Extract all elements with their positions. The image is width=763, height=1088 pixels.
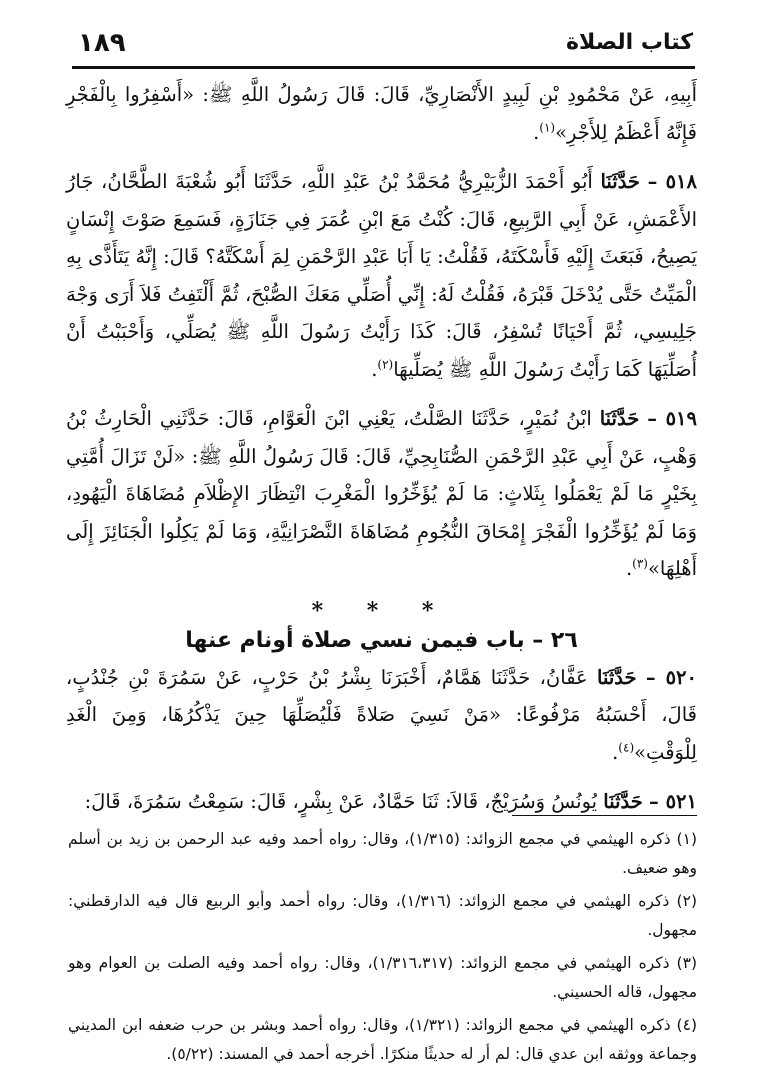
section-separator: * * *: [311, 597, 452, 624]
hadith-519: ٥١٩ – حَدَّثَنَا ابْنُ نُمَيْرٍ، حَدَّثَنَا الصَّلْتُ، يَعْنِي ابْنَ الْعَوَّامِ، قَالَ: حَدَّثَنِي الْحَارِثُ بْنُ وَهْبٍ، عَنْ أَبِي عَبْدِ الرَّحْمَنِ الصُّنَابِحِيِّ، قَالَ: قَالَ رَسُولُ اللَّهِ ﷺ: «لَنْ تَزَالَ أُمَّتِي بِخَيْرٍ مَا لَمْ يَعْمَلُوا بِثَلاثٍ: مَا لَمْ يُؤَخِّرُوا الْمَغْرِبَ انْتِظَارَ الإِظْلاَمِ مُضَاهَاةَ الْيَهُودِ، وَمَا لَمْ يُؤَخِّرُوا الْفَجْرَ إِمْحَاقَ النُّجُومِ مُضَاهَاةَ النَّصْرَانِيَّةِ، وَمَا لَمْ يَكِلُوا الْجَنَائِزَ إِلَى أَهْلِهَا»$^{(٣)}$.: [66, 407, 697, 580]
hadith-lead: حَدَّثَنَا: [597, 665, 637, 689]
footnotes: [68, 825, 697, 1073]
footnote-rule: [512, 815, 697, 816]
page-number: ١٨٩: [78, 28, 126, 58]
hadith-lead: حَدَّثَنَا: [603, 790, 643, 813]
hadith-number: ٥١٩ –: [647, 407, 697, 430]
hadith-text: عَفَّانُ، حَدَّثَنَا هَمَّامٌ، أَخْبَرَنَا بِشْرُ بْنُ حَرْبٍ، عَنْ سَمُرَةَ بْنِ جُنْدُبٍ، قَالَ، أَحْسَبُهُ مَرْفُوعًا: «مَنْ نَسِيَ صَلاةً فَلْيُصَلِّهَا حِينَ يَذْكُرُهَا، وَمِنَ الْغَدِ لِلْوَقْتِ»: [66, 665, 697, 764]
hadith-lead: حَدَّثَنَا: [600, 170, 640, 193]
hadith-text: أَبُو أَحْمَدَ الزُّبَيْرِيُّ مُحَمَّدُ بْنُ عَبْدِ اللَّهِ، حَدَّثَنَا أَبُو شُعْبَةَ الطَّحَّانُ، جَارُ الأَعْمَشِ، عَنْ أَبِي الرَّبِيعِ، قَالَ: كُنْتُ مَعَ ابْنِ عُمَرَ فِي جَنَازَةٍ، فَسَمِعَ صَوْتَ إِنْسَانٍ يَصِيحُ، فَبَعَثَ إِلَيْهِ فَأَسْكَتَهُ، فَقُلْتُ: يَا أَبَا عَبْدِ الرَّحْمَنِ لِمَ أَسْكَتَّهُ؟ قَالَ: إِنَّهُ يَتَأَذَّى بِهِ الْمَيِّتُ حَتَّى يُدْخَلَ قَبْرَهُ، فَقُلْتُ لَهُ: إِنِّي أُصَلِّي مَعَكَ الصُّبْحَ، ثُمَّ أَلْتَفِتُ فَلاَ أَرَى وَجْهَ جَلِيسِي، ثُمَّ أَحْيَانًا تُسْفِرُ، قَالَ: كَذَا رَأَيْتُ رَسُولَ اللَّهِ ﷺ يُصَلِّي، وَأَحْبَبْتُ أَنْ أُصَلِّيَهَا كَمَا رَأَيْتُ رَسُولَ اللَّهِ ﷺ يُصَلِّيهَا: [66, 170, 697, 381]
hadith-text: يُونُسُ وَسُرَيْجٌ، قَالاَ: ثَنَا حَمَّادٌ، عَنْ بِشْرٍ، قَالَ: سَمِعْتُ سَمُرَةَ، قَالَ:: [84, 790, 598, 813]
hadith-number: ٥٢٠ –: [645, 665, 697, 689]
hadith-text: أَبِيهِ، عَنْ مَحْمُودِ بْنِ لَبِيدٍ الأَنْصَارِيِّ، قَالَ: قَالَ رَسُولُ اللَّهِ ﷺ: «أَسْفِرُوا بِالْفَجْرِ فَإِنَّهُ أَعْظَمُ لِلأَجْرِ»: [66, 83, 697, 144]
header-rule: [72, 66, 695, 69]
footnote-ref[interactable]: (١): [539, 120, 556, 134]
footnote-item: (٢) ذكره الهيثمي في مجمع الزوائد: (١/٣١٦)، وقال: رواه أحمد وأبو الربيع قال فيه الدارقطني: مجهول.: [68, 892, 697, 939]
chapter-heading: ٢٦ – باب فيمن نسي صلاة أونام عنها: [185, 627, 578, 653]
hadith-text: ابْنُ نُمَيْرٍ، حَدَّثَنَا الصَّلْتُ، يَعْنِي ابْنَ الْعَوَّامِ، قَالَ: حَدَّثَنِي الْحَارِثُ بْنُ وَهْبٍ، عَنْ أَبِي عَبْدِ الرَّحْمَنِ الصُّنَابِحِيِّ، قَالَ: قَالَ رَسُولُ اللَّهِ ﷺ: «لَنْ تَزَالَ أُمَّتِي بِخَيْرٍ مَا لَمْ يَعْمَلُوا بِثَلاثٍ: مَا لَمْ يُؤَخِّرُوا الْمَغْرِبَ انْتِظَارَ الإِظْلاَمِ مُضَاهَاةَ الْيَهُودِ، وَمَا لَمْ يُؤَخِّرُوا الْفَجْرَ إِمْحَاقَ النُّجُومِ مُضَاهَاةَ النَّصْرَانِيَّةِ، وَمَا لَمْ يَكِلُوا الْجَنَائِزَ إِلَى أَهْلِهَا»: [66, 407, 697, 580]
hadith-lead: حَدَّثَنَا: [599, 407, 640, 430]
footnote-item: (٤) ذكره الهيثمي في مجمع الزوائد: (١/٣٢١)، وقال: رواه أحمد وبشر بن حرب ضعفه ابن المديني وجماعة ووثقه ابن عدي قال: لم أر له حديثًا منكرًا. أخرجه أحمد في المسند: (٥/٢٢).: [68, 1016, 697, 1063]
page-header: [78, 28, 693, 62]
footnote-ref[interactable]: (٤): [618, 740, 635, 754]
hadith-continuation: أَبِيهِ، عَنْ مَحْمُودِ بْنِ لَبِيدٍ الأَنْصَارِيِّ، قَالَ: قَالَ رَسُولُ اللَّهِ ﷺ: «أَسْفِرُوا بِالْفَجْرِ فَإِنَّهُ أَعْظَمُ لِلأَجْرِ»$^{(١)}$.: [66, 83, 697, 144]
book-title: كتاب الصلاة: [566, 30, 693, 55]
main-text: [66, 76, 697, 821]
footnote-ref[interactable]: (٢): [377, 357, 394, 371]
footnote-ref[interactable]: (٣): [632, 556, 648, 571]
hadith-518: ٥١٨ – حَدَّثَنَا أَبُو أَحْمَدَ الزُّبَيْرِيُّ مُحَمَّدُ بْنُ عَبْدِ اللَّهِ، حَدَّثَنَا أَبُو شُعْبَةَ الطَّحَّانُ، جَارُ الأَعْمَشِ، عَنْ أَبِي الرَّبِيعِ، قَالَ: كُنْتُ مَعَ ابْنِ عُمَرَ فِي جَنَازَةٍ، فَسَمِعَ صَوْتَ إِنْسَانٍ يَصِيحُ، فَبَعَثَ إِلَيْهِ فَأَسْكَتَهُ، فَقُلْتُ: يَا أَبَا عَبْدِ الرَّحْمَنِ لِمَ أَسْكَتَّهُ؟ قَالَ: إِنَّهُ يَتَأَذَّى بِهِ الْمَيِّتُ حَتَّى يُدْخَلَ قَبْرَهُ، فَقُلْتُ لَهُ: إِنِّي أُصَلِّي مَعَكَ الصُّبْحَ، ثُمَّ أَلْتَفِتُ فَلاَ أَرَى وَجْهَ جَلِيسِي، ثُمَّ أَحْيَانًا تُسْفِرُ، قَالَ: كَذَا رَأَيْتُ رَسُولَ اللَّهِ ﷺ يُصَلِّي، وَأَحْبَبْتُ أَنْ أُصَلِّيَهَا كَمَا رَأَيْتُ رَسُولَ اللَّهِ ﷺ يُصَلِّيهَا$^{(٢)}$.: [66, 170, 697, 381]
hadith-number: ٥١٨ –: [647, 170, 697, 193]
hadith-520: ٥٢٠ – حَدَّثَنَا عَفَّانُ، حَدَّثَنَا هَمَّامٌ، أَخْبَرَنَا بِشْرُ بْنُ حَرْبٍ، عَنْ سَمُرَةَ بْنِ جُنْدُبٍ، قَالَ، أَحْسَبُهُ مَرْفُوعًا: «مَنْ نَسِيَ صَلاةً فَلْيُصَلِّهَا حِينَ يَذْكُرُهَا، وَمِنَ الْغَدِ لِلْوَقْتِ»$^{(٤)}$.: [66, 665, 697, 764]
footnote-item: (١) ذكره الهيثمي في مجمع الزوائد: (١/٣١٥)، وقال: رواه أحمد وفيه عبد الرحمن بن زيد بن أسلم وهو ضعيف.: [68, 830, 697, 877]
hadith-number: ٥٢١ –: [649, 790, 697, 813]
footnote-item: (٣) ذكره الهيثمي في مجمع الزوائد: (١/٣١٦،٣١٧)، وقال: رواه أحمد وفيه الصلت بن العوام وهو مجهول، قاله الحسيني.: [68, 954, 697, 1001]
